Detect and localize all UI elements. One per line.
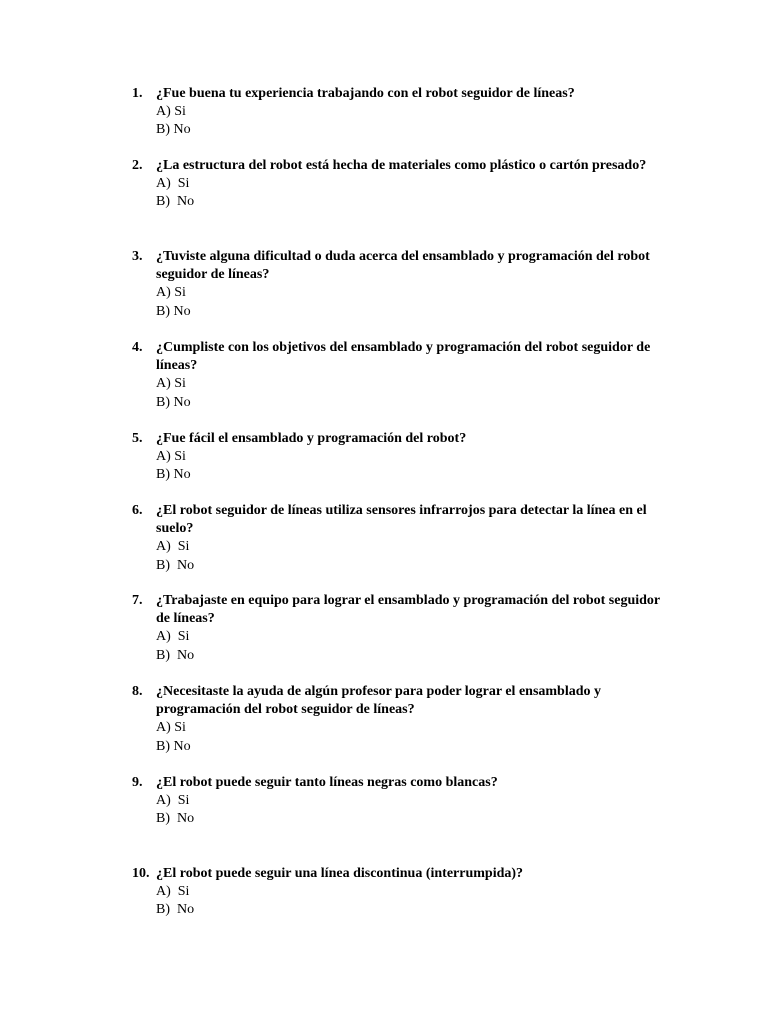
question-number: 4. bbox=[132, 340, 143, 355]
option-b: B) No bbox=[156, 811, 195, 827]
question-text: ¿Necesitaste la ayuda de algún profesor para poder lograr el ensamblado y programación del robot seguidor de líneas? bbox=[156, 684, 602, 718]
option-a: A) Si bbox=[156, 376, 186, 392]
option-b: B) No bbox=[156, 194, 195, 210]
question-number: 3. bbox=[132, 249, 143, 264]
question-4 bbox=[132, 339, 672, 412]
question-number: 9. bbox=[132, 775, 143, 790]
option-b: B) No bbox=[156, 394, 191, 410]
question-text: ¿El robot seguidor de líneas utiliza sensores infrarrojos para detectar la línea en el suelo? bbox=[156, 503, 647, 537]
option-b: B) No bbox=[156, 467, 191, 483]
question-7 bbox=[132, 592, 672, 665]
question-text: ¿El robot puede seguir tanto líneas negras como blancas? bbox=[156, 775, 498, 790]
option-a: A) Si bbox=[156, 793, 190, 809]
question-number: 7. bbox=[132, 593, 143, 608]
option-a: A) Si bbox=[156, 720, 186, 736]
question-number: 2. bbox=[132, 158, 143, 173]
question-3 bbox=[132, 248, 672, 321]
option-a: A) Si bbox=[156, 449, 186, 465]
question-number: 6. bbox=[132, 503, 143, 518]
question-1 bbox=[132, 85, 672, 140]
option-b: B) No bbox=[156, 738, 191, 754]
question-2 bbox=[132, 157, 672, 212]
question-text: ¿Fue fácil el ensamblado y programación del robot? bbox=[156, 431, 467, 446]
question-text: ¿Tuviste alguna dificultad o duda acerca del ensamblado y programación del robot seguidor de líneas? bbox=[156, 249, 650, 283]
option-a: A) Si bbox=[156, 884, 190, 900]
option-a: A) Si bbox=[156, 629, 190, 645]
option-a: A) Si bbox=[156, 104, 186, 120]
question-number: 5. bbox=[132, 431, 143, 446]
option-b: B) No bbox=[156, 647, 195, 663]
option-b: B) No bbox=[156, 557, 195, 573]
question-number: 8. bbox=[132, 684, 143, 699]
question-text: ¿Fue buena tu experiencia trabajando con el robot seguidor de líneas? bbox=[156, 86, 575, 101]
question-number: 10. bbox=[132, 866, 150, 881]
option-b: B) No bbox=[156, 902, 195, 918]
question-text: ¿Trabajaste en equipo para lograr el ensamblado y programación del robot seguidor de líneas? bbox=[156, 593, 660, 627]
option-b: B) No bbox=[156, 303, 191, 319]
question-number: 1. bbox=[132, 86, 143, 101]
option-b: B) No bbox=[156, 122, 191, 138]
question-6 bbox=[132, 502, 672, 575]
option-a: A) Si bbox=[156, 539, 190, 555]
question-text: ¿La estructura del robot está hecha de materiales como plástico o cartón presado? bbox=[156, 158, 647, 173]
question-9 bbox=[132, 774, 672, 829]
question-text: ¿Cumpliste con los objetivos del ensamblado y programación del robot seguidor de líneas? bbox=[156, 340, 651, 374]
option-a: A) Si bbox=[156, 176, 190, 192]
option-a: A) Si bbox=[156, 285, 186, 301]
question-8 bbox=[132, 683, 672, 756]
question-text: ¿El robot puede seguir una línea discontinua (interrumpida)? bbox=[156, 866, 524, 881]
question-5 bbox=[132, 430, 672, 485]
question-10 bbox=[132, 865, 672, 920]
